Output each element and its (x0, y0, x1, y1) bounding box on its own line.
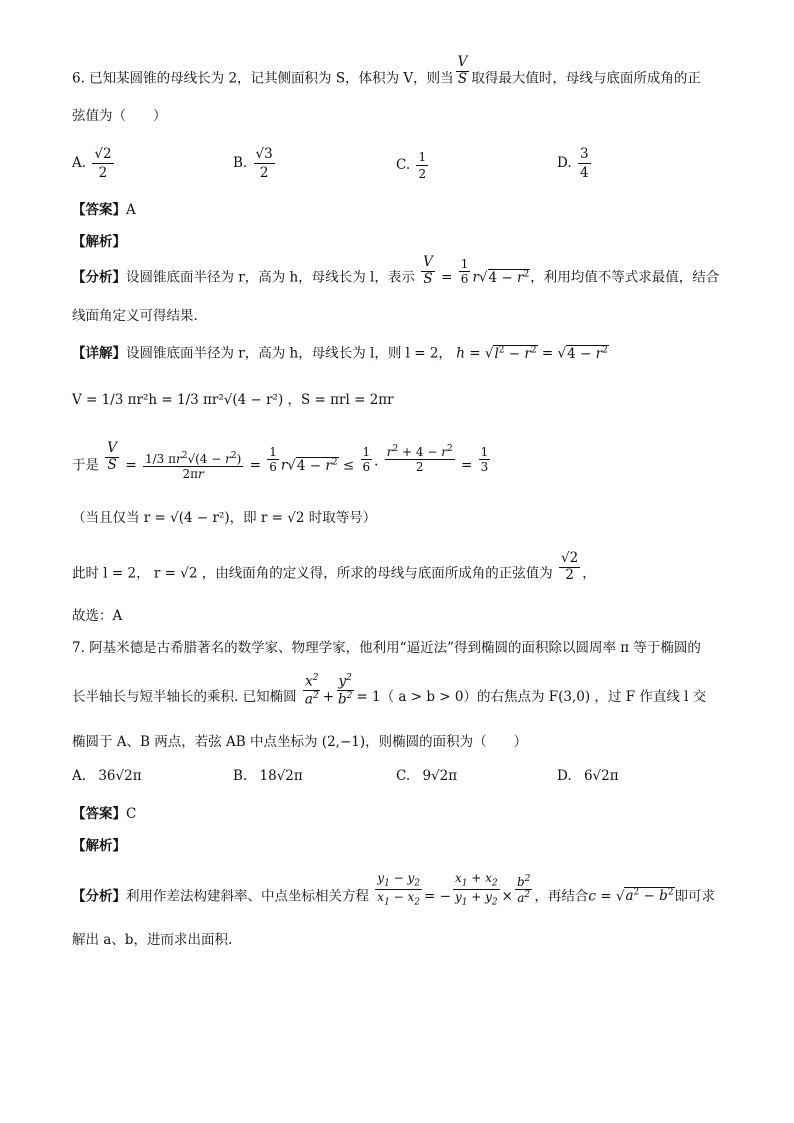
q6-option-b[interactable] (233, 146, 277, 181)
q6-option-d-letter: D. (557, 155, 572, 171)
q6-option-c-letter: C. (396, 157, 411, 173)
q6-option-c-den: 2 (418, 167, 427, 181)
q6-option-d-num: 3 (579, 146, 589, 162)
q6-option-d[interactable] (557, 146, 593, 181)
q7-fenxi-text-a: 利用作差法构建斜率、中点坐标相关方程 (126, 888, 369, 905)
q7-answer-line (72, 808, 136, 822)
q6-fenxi-tag: 【分析】 (72, 269, 126, 286)
q7-stem-line2: 长半轴长与短半轴长的乘积. 已知椭圆 $\frac{x^2}{a^2}$ + $\frac{y^2}{b^2}$ = 1（ a > b > 0）的右焦点为 F(3,0) ，过 F 作直线 l 交 (72, 673, 707, 708)
q6-ratio-13: $\frac{1}{3}$ (480, 444, 489, 474)
q7-fenxi-ba: $\frac{b^2}{a^2}$ (516, 874, 531, 906)
q6-option-c-num: 1 (418, 150, 427, 164)
q7-analysis-tag: 【解析】 (72, 838, 126, 854)
q6-fenxi-text-b: ，利用均值不等式求最值，结合 (530, 269, 720, 286)
q6-ratio-avg: $\frac{r^2 + 4 - r^2}{2}$ (386, 444, 453, 474)
q6-cishi-text-a: 此时 l = 2， r = √2 ，由线面角的定义得，所求的母线与底面所成角的正弦值为 (72, 565, 553, 582)
q7-stem-text-a: 长半轴长与短半轴长的乘积. 已知椭圆 (72, 689, 297, 705)
q6-analysis-tag: 【解析】 (72, 234, 126, 250)
q7-answer-value: C (126, 806, 137, 822)
q7-fenxi-text-c: 即可求 (674, 888, 716, 905)
q6-option-a-letter: A. (72, 155, 87, 171)
q6-xiangjie-tag: 【详解】 (72, 345, 126, 362)
q7-fenxi-text-b: ，再结合 (534, 888, 589, 905)
q6-option-a-num: √2 (94, 146, 112, 162)
q7-stem-text-b: （ a > b > 0）的右焦点为 F(3,0) ，过 F 作直线 l 交 (380, 689, 707, 705)
q6-stem-text-a: 6. 已知某圆锥的母线长为 2，记其侧面积为 S，体积为 V，则当 (72, 70, 454, 87)
q7-fenxi-tag: 【分析】 (72, 888, 126, 905)
q7-fenxi-slope: $\frac{y_1 - y_2}{x_1 - x_2}$ (377, 871, 421, 908)
q6-answer-tag: 【答案】 (72, 202, 126, 218)
q6-option-a-frac (92, 146, 113, 181)
q6-fenxi-line1: 【分析】设圆锥底面半径为 r，高为 h，母线长为 l，表示 $\frac{V}{S}$ = $\frac{1}{6}$ $r√4 - r^2$，利用均值不等式求最值，结合 (72, 254, 720, 287)
q7-fenxi-line2: 解出 a、b，进而求出面积. (72, 932, 233, 948)
q6-option-d-frac (578, 146, 591, 181)
q6-xiangjie-line1: 【详解】设圆锥底面半径为 r，高为 h，母线长为 l，则 l = 2， $h = √l^2 - r^2 = √4 - r^2$ (72, 345, 608, 362)
q6-cishi-text-b: ， (582, 565, 596, 582)
q6-fenxi-line2: 线面角定义可得结果. (72, 308, 198, 324)
q6-option-b-den: 2 (259, 165, 269, 181)
q6-stem-fraction (456, 56, 470, 86)
q6-answer-value: A (126, 202, 136, 218)
q6-yushi: 于是 (72, 457, 99, 474)
q7-fenxi-mid: $\frac{x_1 + x_2}{y_1 + y_2}$ (454, 871, 498, 908)
q7-stem-line3: 椭圆于 A、B 两点，若弦 AB 中点坐标为 (2,−1)，则椭圆的面积为（ ） (72, 734, 528, 750)
q7-fenxi-line1: 【分析】利用作差法构建斜率、中点坐标相关方程 $\frac{y_1 - y_2}{x_1 - x_2}$ = − $\frac{x_1 + x_2}{y_1 + y_2}$ × $\frac{b^2}{a^2}$ ，再结合$c = √a^2 - b^2$即可求 (72, 871, 716, 908)
q7-option-d-letter: D. (557, 768, 572, 784)
q6-ratio-vs: $\frac{V}{S}$ (107, 440, 118, 473)
q7-option-c[interactable] (396, 768, 457, 784)
q7-stem-line1: 7. 阿基米德是古希腊著名的数学家、物理学家，他利用“逼近法”得到椭圆的面积除以圆周率 π 等于椭圆的 (72, 640, 701, 656)
q6-fenxi-frac-16: $\frac{1}{6}$ (460, 256, 469, 286)
q7-option-c-letter: C. (396, 768, 411, 784)
q6-cishi-frac: $\frac{√2}{2}$ (561, 550, 579, 583)
q7-option-a-value: 36√2π (98, 768, 142, 784)
q6-equality-line: （当且仅当 r = √(4 − r²)，即 r = √2 时取等号） (72, 510, 377, 526)
q6-option-d-den: 4 (579, 165, 589, 181)
q7-answer-tag: 【答案】 (72, 806, 126, 822)
q6-option-b-frac (254, 146, 275, 181)
q6-stem-line1 (72, 54, 701, 87)
q6-stem-frac-den: S (457, 70, 468, 87)
q7-option-b-value: 18√2π (259, 768, 303, 784)
q6-ratio-16: $\frac{1}{6}$ (269, 444, 277, 474)
q7-option-b-letter: B. (233, 768, 248, 784)
q7-ellipse-y: $\frac{y^2}{b^2}$ (338, 673, 353, 708)
q6-fenxi-frac-vs: $\frac{V}{S}$ (423, 254, 433, 287)
q6-guxuan: 故选：A (72, 608, 123, 624)
q6-stem-frac-num: V (457, 54, 468, 70)
q6-option-b-letter: B. (233, 155, 248, 171)
q7-option-b[interactable] (233, 768, 303, 784)
q6-xiangjie-text-a: 设圆锥底面半径为 r，高为 h，母线长为 l，则 l = 2， (126, 345, 452, 362)
q7-option-d[interactable] (557, 768, 619, 784)
q6-ratio-16b: $\frac{1}{6}$ (362, 444, 371, 474)
q6-ratio-line: 于是 $\frac{V}{S}$ = $\frac{1/3 \pi r^2√(4 - r^2)}{2\pi r}$ = $\frac{1}{6}$ $r√4 - r^2$ ≤ $\frac{1}{6}$ · $\frac{r^2 + 4 - r^2}{2}$ = $\frac{1}{3}$ (72, 440, 489, 481)
q7-ellipse-x: $\frac{x^2}{a^2}$ (304, 673, 319, 708)
q6-option-c-frac (416, 150, 428, 181)
q6-fenxi-sqrt: $√4 - r^2$ (478, 269, 530, 286)
q6-fenxi-text-a: 设圆锥底面半径为 r，高为 h，母线长为 l，表示 (126, 269, 415, 286)
q6-volume-line: V = 1/3 πr²h = 1/3 πr²√(4 − r²) ，S = πrl = 2πr (72, 392, 394, 408)
q6-stem-text-b: 取得最大值时，母线与底面所成角的正 (471, 70, 701, 87)
q6-stem-line2: 弦值为（ ） (72, 108, 167, 124)
q7-option-a-letter: A. (72, 768, 87, 784)
q6-answer-line (72, 204, 136, 218)
q6-option-b-num: √3 (255, 146, 273, 162)
q6-cishi-line (72, 550, 596, 583)
q6-option-c[interactable] (396, 150, 430, 181)
q7-option-a[interactable] (72, 768, 142, 784)
q7-option-d-value: 6√2π (583, 768, 619, 784)
q6-option-a[interactable] (72, 146, 116, 181)
q6-ratio-big-frac: $\frac{1/3 \pi r^2√(4 - r^2)}{2\pi r}$ (144, 451, 242, 481)
q6-option-a-den: 2 (98, 165, 108, 181)
q7-option-c-value: 9√2π (422, 768, 458, 784)
